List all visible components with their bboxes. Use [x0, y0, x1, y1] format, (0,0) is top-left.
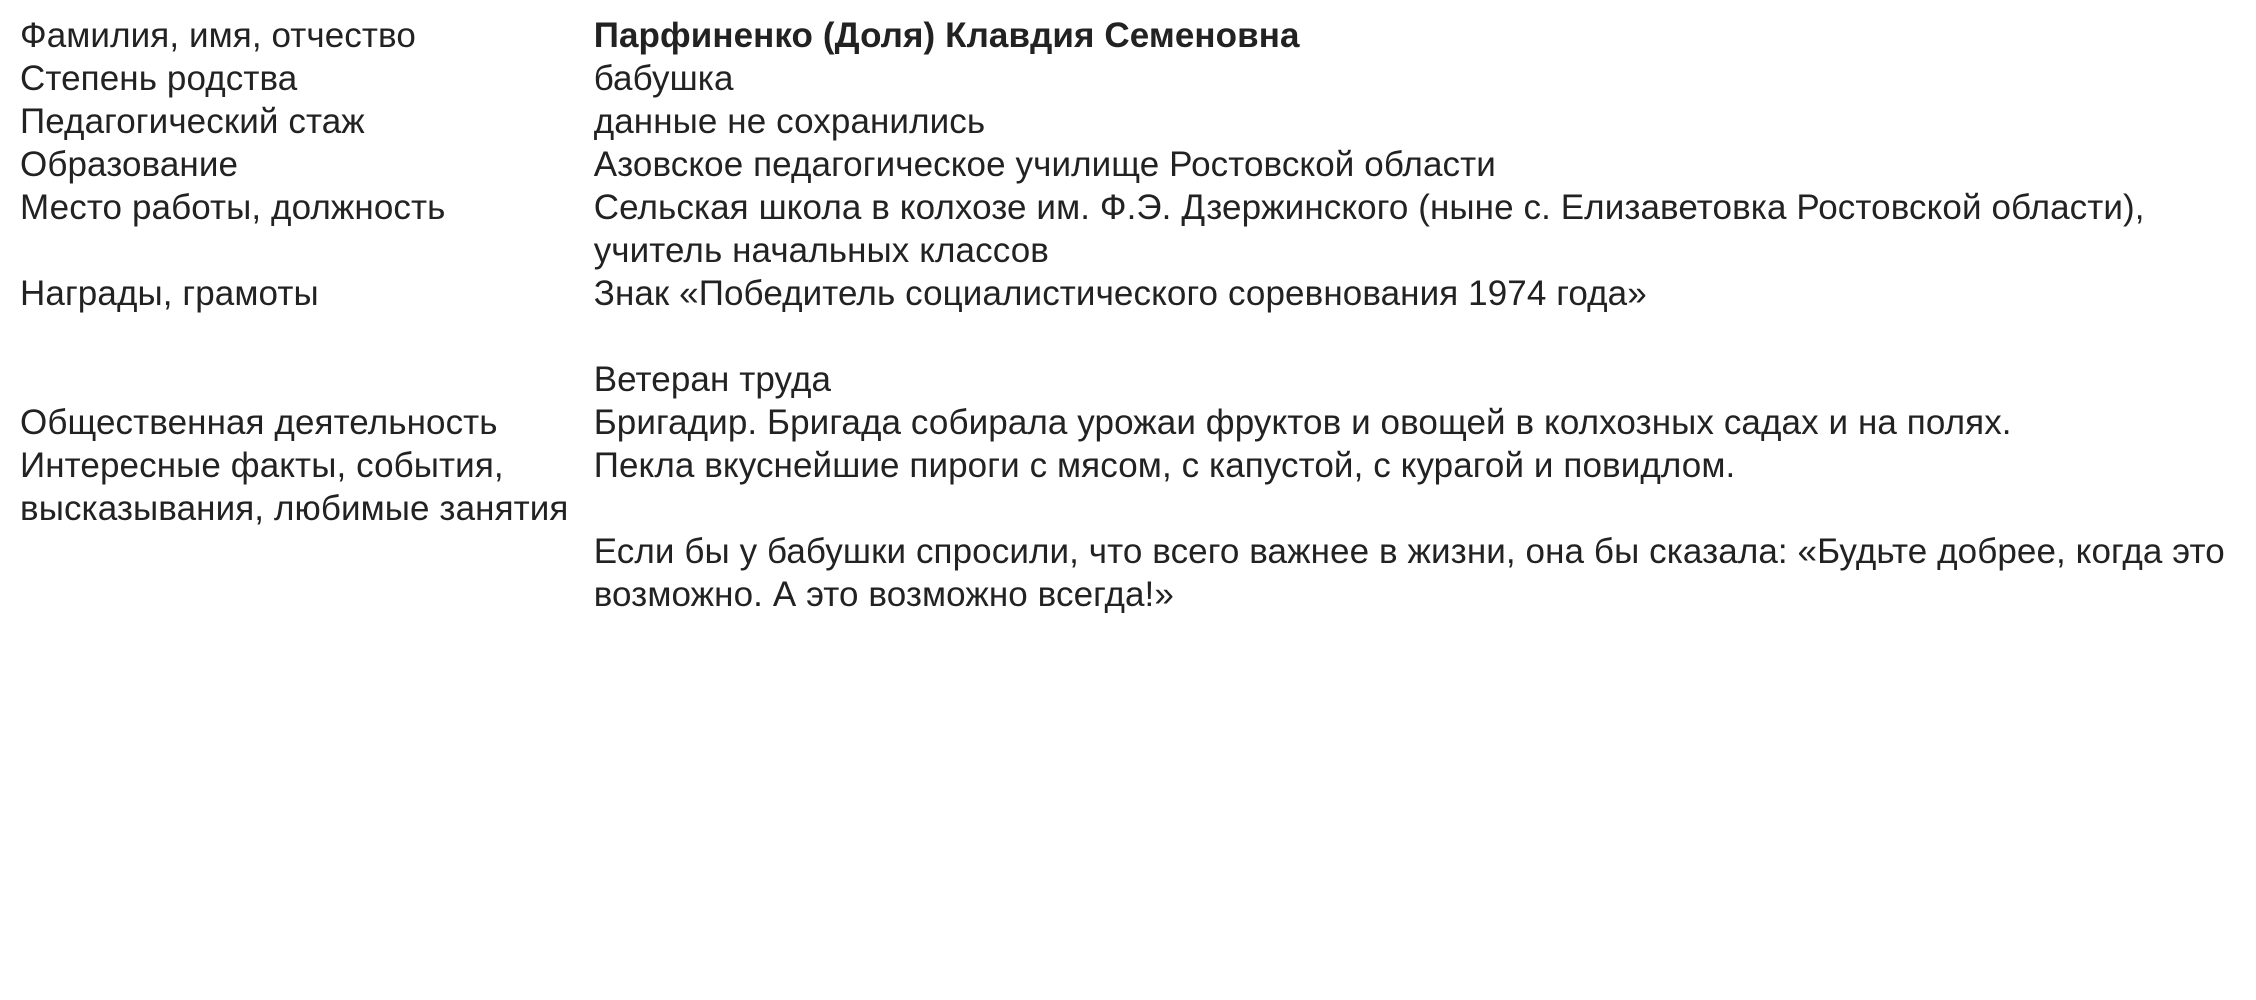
value-full-name: Парфиненко (Доля) Клавдия Семеновна: [593, 16, 1300, 55]
row-education: [20, 143, 2230, 186]
row-interesting-facts: [20, 444, 2230, 616]
value-workplace: Сельская школа в колхозе им. Ф.Э. Дзержинского (ныне с. Елизаветовка Ростовской области), учитель начальных классов: [593, 188, 2145, 270]
value-fact-pies: Пекла вкуснейшие пироги с мясом, с капустой, с курагой и повидлом.: [593, 446, 1736, 485]
row-awards: [20, 272, 2230, 401]
value-award-veteran: Ветеран труда: [593, 360, 832, 399]
row-full-name: [20, 14, 2230, 57]
label-interesting-facts: Интересные факты, события, высказывания, любимые занятия: [20, 446, 569, 528]
value-education: Азовское педагогическое училище Ростовской области: [593, 145, 1496, 184]
label-relationship: Степень родства: [20, 59, 298, 98]
row-public-activity: [20, 401, 2230, 444]
value-award-badge: Знак «Победитель социалистического соревнования 1974 года»: [593, 274, 1647, 313]
value-relationship: бабушка: [593, 59, 734, 98]
row-teaching-experience: [20, 100, 2230, 143]
label-workplace: Место работы, должность: [20, 188, 446, 227]
label-public-activity: Общественная деятельность: [20, 403, 498, 442]
label-teaching-experience: Педагогический стаж: [20, 102, 365, 141]
value-public-activity: Бригадир. Бригада собирала урожаи фруктов и овощей в колхозных садах и на полях.: [593, 403, 2012, 442]
row-workplace: [20, 186, 2230, 272]
label-full-name: Фамилия, имя, отчество: [20, 16, 416, 55]
profile-table: [20, 14, 2230, 616]
row-relationship: [20, 57, 2230, 100]
label-education: Образование: [20, 145, 239, 184]
value-teaching-experience: данные не сохранились: [593, 102, 986, 141]
label-awards: Награды, грамоты: [20, 274, 319, 313]
value-fact-quote: Если бы у бабушки спросили, что всего важнее в жизни, она бы сказала: «Будьте добрее, когда это возможно. А это возможно всегда!»: [593, 532, 2225, 614]
